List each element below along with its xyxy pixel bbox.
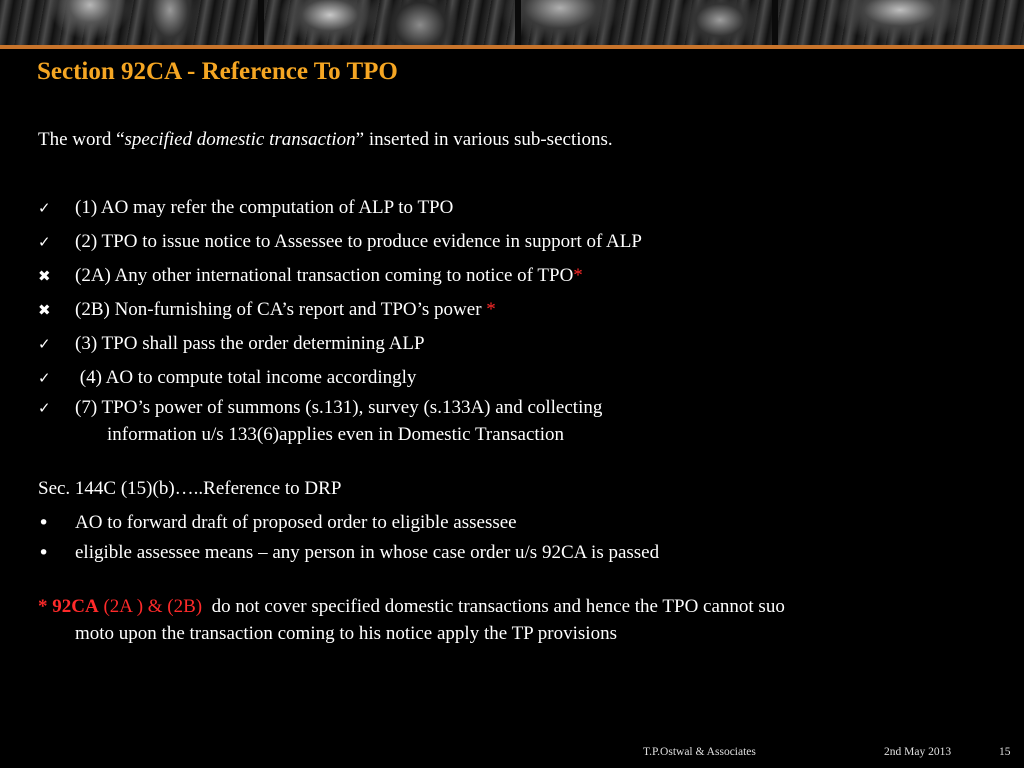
bullet-text: AO to forward draft of proposed order to eligible assessee xyxy=(75,512,517,533)
header-image-strip xyxy=(0,0,1024,45)
intro-before: The word “ xyxy=(38,129,125,150)
strip-divider xyxy=(772,0,778,45)
list-item-label: (2A) Any other international transaction coming to notice of TPO xyxy=(75,265,574,286)
bullet-icon: • xyxy=(38,512,50,534)
check-icon: ✓ xyxy=(38,199,51,217)
list-item-label: (2B) Non-furnishing of CA’s report and TPO’s power xyxy=(75,299,487,320)
list-item-text: (7) TPO’s power of summons (s.131), survey (s.133A) and collecting xyxy=(75,397,603,418)
bullet-text: eligible assessee means – any person in whose case order u/s 92CA is passed xyxy=(75,542,660,563)
list-item-text: (2) TPO to issue notice to Assessee to produce evidence in support of ALP xyxy=(75,231,642,252)
list-item-text: (4) AO to compute total income accordingly xyxy=(75,367,417,388)
list-item xyxy=(38,297,1018,331)
strip-divider xyxy=(258,0,264,45)
asterisk-marker: * xyxy=(486,299,496,320)
list-item xyxy=(38,263,1018,297)
list-item xyxy=(38,395,1018,455)
footnote-line xyxy=(38,593,1023,620)
check-icon: ✓ xyxy=(38,399,51,417)
footer-firm: T.P.Ostwal & Associates xyxy=(643,746,756,758)
asterisk-marker: * xyxy=(573,265,583,286)
list-item xyxy=(38,229,1018,263)
intro-text xyxy=(38,129,613,151)
check-icon: ✓ xyxy=(38,369,51,387)
list-item-text xyxy=(75,263,583,289)
footnote xyxy=(38,593,1023,647)
intro-italic: specified domestic transaction xyxy=(124,129,356,150)
footer-date: 2nd May 2013 xyxy=(884,746,952,758)
list-item-text: (3) TPO shall pass the order determining ALP xyxy=(75,333,425,354)
check-icon: ✓ xyxy=(38,335,51,353)
list-item xyxy=(38,195,1018,229)
check-icon: ✓ xyxy=(38,233,51,251)
list-item xyxy=(38,331,1018,365)
footnote-continuation: moto upon the transaction coming to his notice apply the TP provisions xyxy=(75,623,617,644)
bullet-icon: • xyxy=(38,542,50,564)
list-item-text: (1) AO may refer the computation of ALP to TPO xyxy=(75,197,454,218)
footnote-text: do not cover specified domestic transactions and hence the TPO cannot suo xyxy=(206,596,785,617)
list-item-continuation: information u/s 133(6)applies even in Domestic Transaction xyxy=(107,424,564,445)
section-reference: Sec. 144C (15)(b)…..Reference to DRP xyxy=(38,478,342,499)
footnote-marker: * 92CA xyxy=(38,596,99,617)
cross-icon: ✖ xyxy=(38,267,51,285)
cross-icon: ✖ xyxy=(38,301,51,319)
subsection-list xyxy=(38,195,1018,455)
list-item xyxy=(38,365,1018,395)
list-item-text xyxy=(75,297,496,323)
footnote-subsections: (2A ) & (2B) xyxy=(98,596,207,617)
page-number: 15 xyxy=(999,746,1011,758)
intro-after: ” inserted in various sub-sections. xyxy=(355,129,613,150)
strip-divider xyxy=(515,0,521,45)
accent-rule xyxy=(0,45,1024,49)
slide-title: Section 92CA - Reference To TPO xyxy=(37,58,398,85)
